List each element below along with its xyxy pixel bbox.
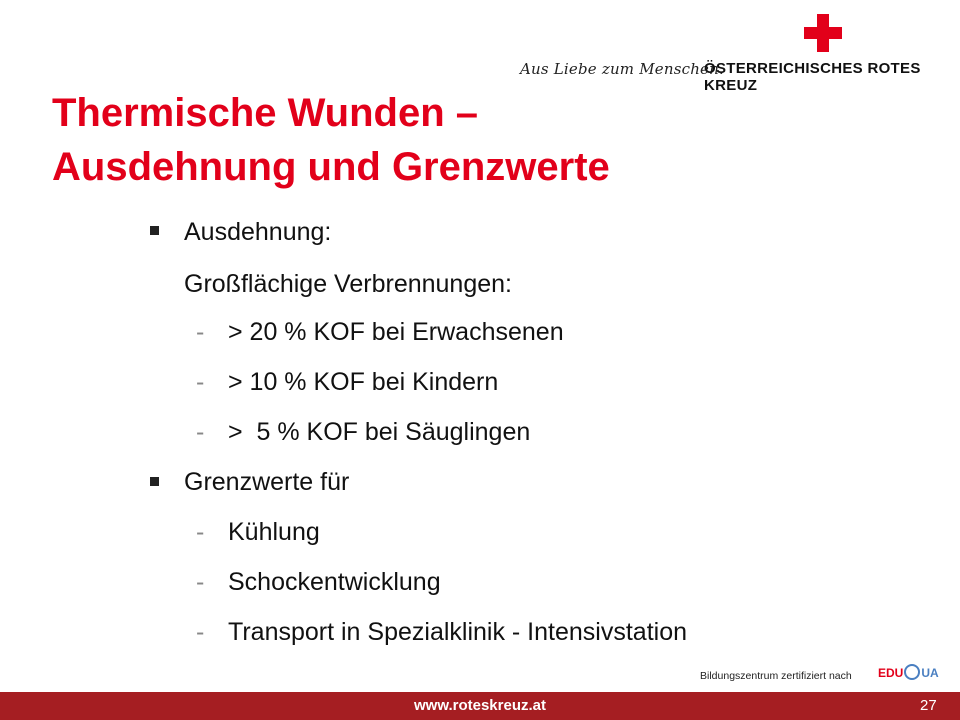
list-item-erwachsene: > 20 % KOF bei Erwachsenen: [228, 318, 564, 346]
list-item-transport: Transport in Spezialklinik - Intensivstation: [228, 618, 687, 646]
list-item-saeuglinge: > 5 % KOF bei Säuglingen: [228, 418, 531, 446]
title-line-1: Thermische Wunden –: [52, 91, 479, 135]
certification-text: Bildungszentrum zertifiziert nach: [700, 670, 852, 682]
bullet-square-icon: [150, 477, 159, 486]
subheading-verbrennungen: Großflächige Verbrennungen:: [184, 270, 512, 298]
page-number: 27: [920, 697, 937, 714]
bullet-grenzwerte: Grenzwerte für: [184, 468, 350, 496]
red-cross-logo-icon: [804, 14, 842, 52]
list-item-kuehlung: Kühlung: [228, 518, 320, 546]
list-item-schock: Schockentwicklung: [228, 568, 441, 596]
dash-marker: -: [196, 618, 205, 646]
dash-marker: -: [196, 368, 205, 396]
dash-marker: -: [196, 518, 205, 546]
bullet-square-icon: [150, 226, 159, 235]
dash-marker: -: [196, 568, 205, 596]
list-item-kinder: > 10 % KOF bei Kindern: [228, 368, 499, 396]
page-title: [52, 86, 812, 194]
dash-marker: -: [196, 418, 205, 446]
eduqua-circle-icon: [904, 664, 920, 680]
eduqua-logo-right: UA: [921, 666, 939, 680]
footer-url-link[interactable]: www.roteskreuz.at: [414, 697, 546, 714]
organization-name: ÖSTERREICHISCHES ROTES KREUZ: [704, 60, 921, 94]
title-line-2: Ausdehnung und Grenzwerte: [52, 145, 610, 189]
tagline: Aus Liebe zum Menschen.: [520, 60, 724, 78]
eduqua-logo-left: EDU: [878, 666, 904, 680]
bullet-ausdehnung: Ausdehnung:: [184, 218, 332, 246]
eduqua-logo: [878, 664, 939, 680]
dash-marker: -: [196, 318, 205, 346]
